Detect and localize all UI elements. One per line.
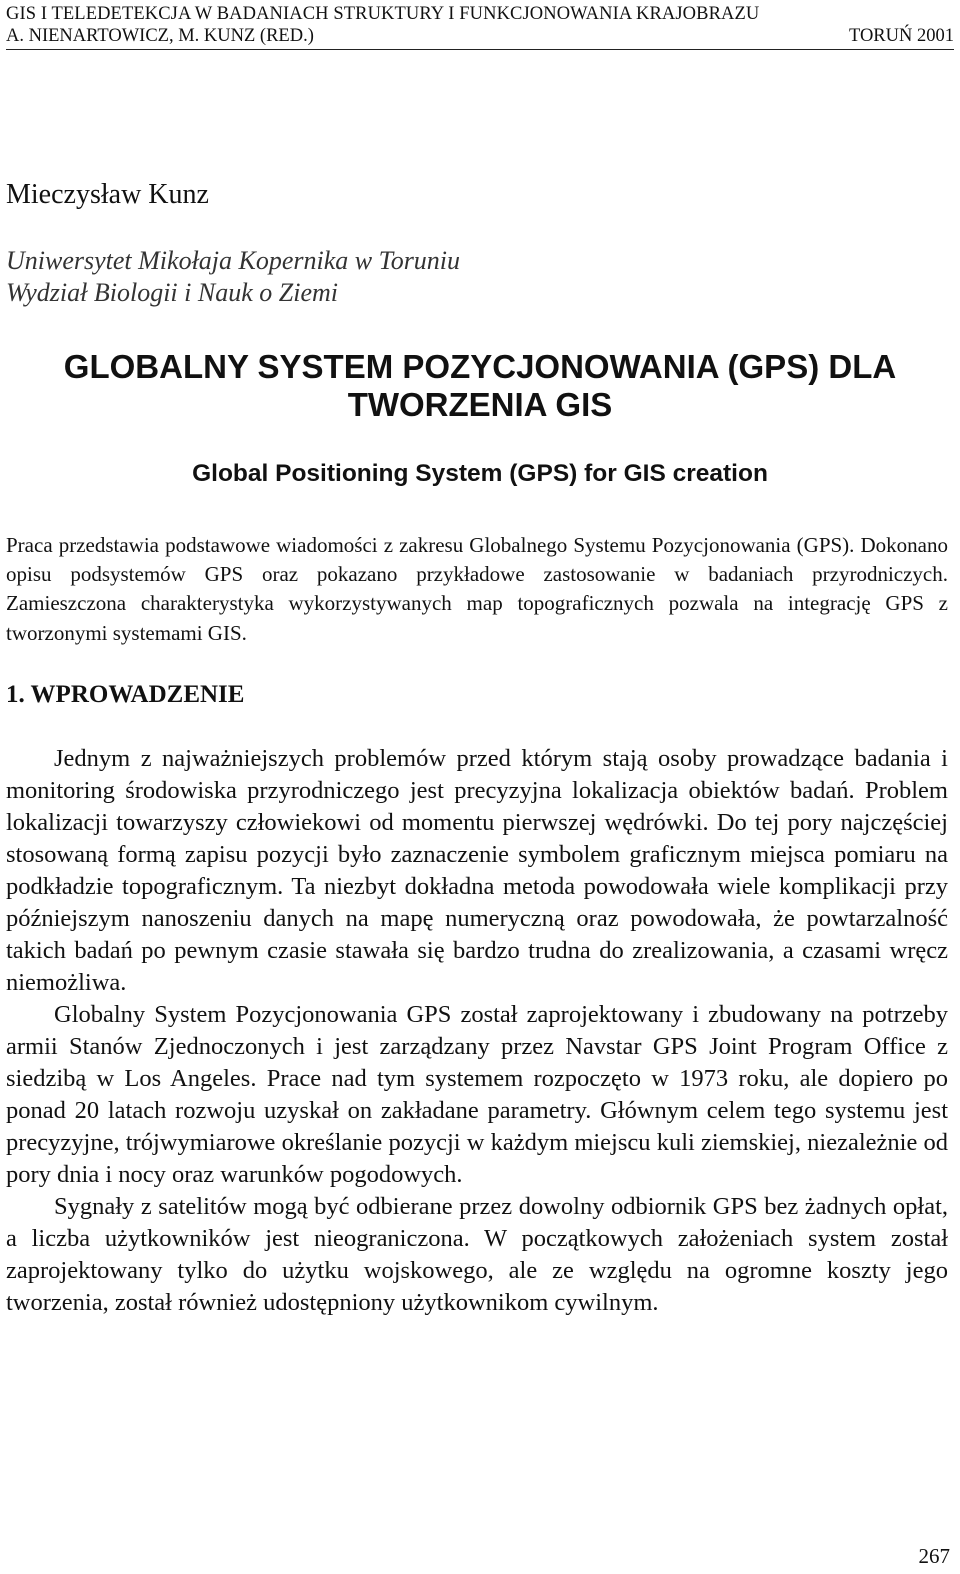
editors: A. NIENARTOWICZ, M. KUNZ (RED.)	[6, 26, 314, 46]
affiliation-faculty: Wydział Biologii i Nauk o Ziemi	[6, 278, 338, 307]
place-year: TORUŃ 2001	[848, 26, 954, 46]
paragraph-2: Globalny System Pozycjonowania GPS został zaprojektowany i zbudowany na potrzeby armii Stanów Zjednoczonych i jest zarządzany przez Navstar GPS Joint Program Office z siedzibą w Los Angeles. Prace nad tym systemem rozpoczęto w 1973 roku, ale dopiero po ponad 20 latach rozwoju uzyskał on zakładane parametry. Głównym celem tego systemu jest precyzyjne, trójwymiarowe określanie pozycji w każdym miejscu kuli ziemskiej, niezależnie od pory dnia i nocy oraz warunków pogodowych.	[6, 1001, 948, 1188]
affiliation	[6, 245, 460, 309]
title-polish-line2: TWORZENIA GIS	[347, 386, 613, 423]
title-english: Global Positioning System (GPS) for GIS creation	[192, 460, 768, 487]
abstract: Praca przedstawia podstawowe wiadomości z zakresu Globalnego Systemu Pozycjonowania (GPS). Dokonano opisu podsystemów GPS oraz pokazano przykładowe zastosowanie w badaniach przyrodniczych. Zamieszczona charakterystyka wykorzystywanych map topograficznych pozwala na integrację GPS z tworzonymi systemami GIS.	[6, 533, 948, 645]
header-meta	[6, 25, 954, 47]
series-title: GIS I TELEDETEKCJA W BADANIACH STRUKTURY I FUNKCJONOWANIA KRAJOBRAZU	[6, 4, 760, 24]
author-name: Mieczysław Kunz	[6, 179, 209, 210]
title-polish-line1: GLOBALNY SYSTEM POZYCJONOWANIA (GPS) DLA	[63, 348, 897, 385]
page-number: 267	[918, 1544, 950, 1568]
paragraph-3: Sygnały z satelitów mogą być odbierane przez dowolny odbiornik GPS bez żadnych opłat, a liczba użytkowników jest nieograniczona. W początkowych założeniach system został zaprojektowany tylko do użytku wojskowego, ale ze względu na ogromne koszty jego tworzenia, został również udostępniony użytkownikom cywilnym.	[6, 1193, 948, 1316]
section-heading: 1. WPROWADZENIE	[6, 681, 245, 708]
section-body	[6, 743, 948, 1319]
paragraph-1: Jednym z najważniejszych problemów przed którym stają osoby prowadzące badania i monitoring środowiska przyrodniczego jest precyzyjna lokalizacja obiektów badań. Problem lokalizacji towarzyszy człowiekowi od momentu pierwszej wędrówki. Do tej pory najczęściej stosowaną formą zapisu pozycji było zaznaczenie symbolem graficznym miejsca pomiaru na podkładzie topograficznym. Ta niezbyt dokładna metoda powodowała wiele komplikacji przy późniejszym nanoszeniu danych na mapę numeryczną oraz powodowała, że powtarzalność takich badań po pewnym czasie stawała się bardzo trudna do zrealizowania, a czasami wręcz niemożliwa.	[6, 745, 948, 996]
running-header	[6, 3, 954, 50]
affiliation-university: Uniwersytet Mikołaja Kopernika w Toruniu	[6, 246, 461, 275]
title-polish	[0, 348, 960, 424]
